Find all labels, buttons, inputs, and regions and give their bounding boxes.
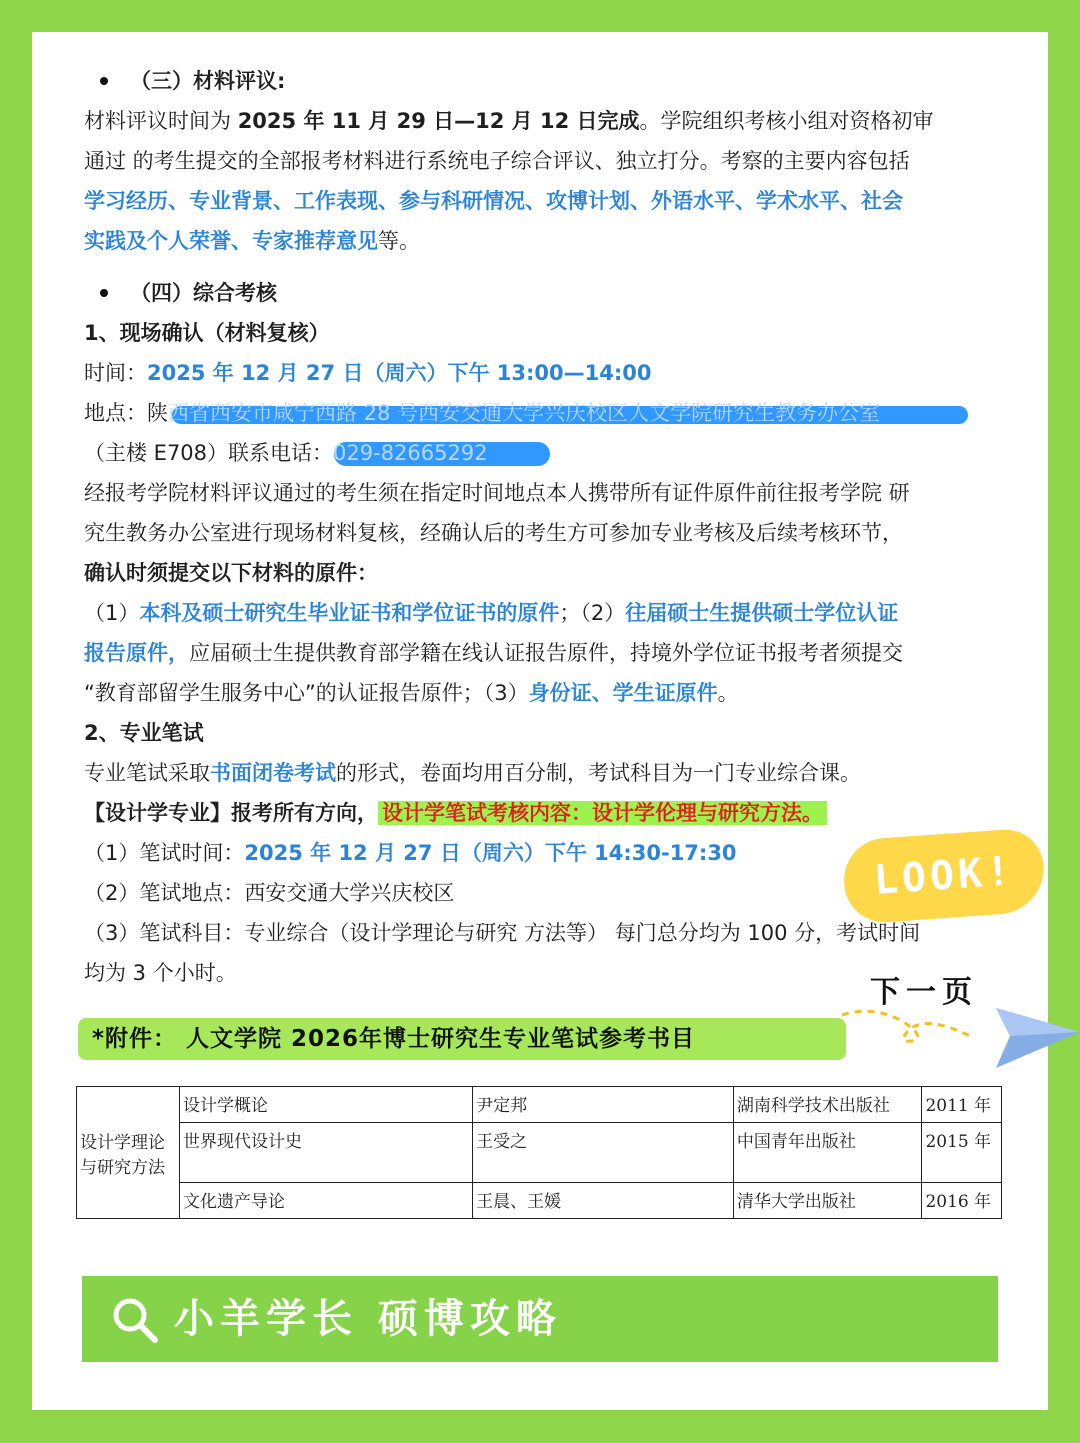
- table-cell-publisher: 湖南科学技术出版社: [733, 1087, 922, 1123]
- footer-banner: [82, 1276, 998, 1362]
- table-category-cell: 设计学理论与研究方法: [77, 1087, 180, 1219]
- exam-subject-line: （3）笔试科目：专业综合（设计学理论与研究 方法等） 每门总分均为 100 分，考试时间: [84, 921, 921, 945]
- footer-title: 小羊学长 硕博攻略: [174, 1296, 562, 1342]
- highlight-marker: 设计学笔试考核内容：设计学伦理与研究方法。: [378, 801, 827, 825]
- paragraph-line: 实践及个人荣誉、专家推荐意见等。: [84, 229, 420, 253]
- paper-plane-icon[interactable]: [994, 1002, 1080, 1074]
- table-body: [77, 1087, 1002, 1219]
- time-line: 时间：2025 年 12 月 27 日（周六）下午 13:00—14:00: [84, 361, 652, 385]
- next-page-label[interactable]: 下一页: [870, 975, 978, 1010]
- paragraph-line: 究生教务办公室进行现场材料复核，经确认后的考生方可参加专业考核及后续考核环节，: [84, 521, 903, 545]
- table-cell-year: 2015 年: [922, 1123, 1002, 1183]
- attachment-title-bar: *附件： 人文学院 2026年博士研究生专业笔试参考书目: [78, 1018, 846, 1060]
- materials-line: “教育部留学生服务中心”的认证报告原件；（3）身份证、学生证原件。: [84, 681, 739, 705]
- phone-line: （主楼 E708）联系电话：029-82665292: [84, 441, 488, 465]
- paragraph-line: 经报考学院材料评议通过的考生须在指定时间地点本人携带所有证件原件前往报考学院 研: [84, 481, 910, 505]
- confirm-heading: 确认时须提交以下材料的原件：: [84, 561, 378, 585]
- exam-place-line: （2）笔试地点：西安交通大学兴庆校区: [84, 881, 455, 905]
- table-row: [77, 1087, 1002, 1123]
- subheading-onsite: 1、现场确认（材料复核）: [84, 321, 330, 345]
- highlight-line: 学习经历、专业背景、工作表现、参与科研情况、攻博计划、外语水平、学术水平、社会: [84, 189, 903, 213]
- paragraph-line: 【设计学专业】报考所有方向， 设计学笔试考核内容：设计学伦理与研究方法。: [84, 798, 827, 828]
- reference-book-table: [76, 1086, 1002, 1219]
- table-cell-publisher: 中国青年出版社: [733, 1123, 922, 1183]
- materials-line: 报告原件，应届硕士生提供教育部学籍在线认证报告原件，持境外学位证书报考者须提交: [84, 641, 903, 665]
- materials-line: （1）本科及硕士研究生毕业证书和学位证书的原件；（2）往届硕士生提供硕士学位认证: [84, 601, 899, 625]
- table-row: [77, 1183, 1002, 1219]
- table-cell-title: 世界现代设计史: [179, 1123, 472, 1183]
- place-line: 地点：陕西省西安市咸宁西路 28 号西安交通大学兴庆校区人文学院研究生教务办公室: [84, 401, 881, 425]
- table-cell-title: 文化遗产导论: [179, 1183, 472, 1219]
- paragraph-line: 材料评议时间为 2025 年 11 月 29 日—12 月 12 日完成。学院组织考核小组对资格初审: [84, 109, 934, 133]
- search-icon: [110, 1295, 160, 1345]
- table-cell-author: 王晨、王媛: [473, 1183, 734, 1219]
- table-cell-year: 2011 年: [922, 1087, 1002, 1123]
- table-cell-author: 王受之: [473, 1123, 734, 1183]
- look-sticker: LOOK!: [841, 827, 1046, 925]
- curly-arrow-icon: [832, 1007, 982, 1047]
- paragraph-line: 通过 的考生提交的全部报考材料进行系统电子综合评议、独立打分。考察的主要内容包括: [84, 149, 910, 173]
- paragraph-line: 专业笔试采取书面闭卷考试的形式，卷面均用百分制，考试科目为一门专业综合课。: [84, 761, 861, 785]
- bullet: [100, 77, 108, 85]
- table-cell-title: 设计学概论: [179, 1087, 472, 1123]
- paragraph-line: 均为 3 个小时。: [84, 961, 237, 985]
- table-cell-publisher: 清华大学出版社: [733, 1183, 922, 1219]
- table-cell-author: 尹定邦: [473, 1087, 734, 1123]
- bullet: [100, 289, 108, 297]
- subheading-written-exam: 2、专业笔试: [84, 721, 204, 745]
- exam-time-line: （1）笔试时间：2025 年 12 月 27 日（周六）下午 14:30-17:30: [84, 841, 737, 865]
- table-cell-year: 2016 年: [922, 1183, 1002, 1219]
- section-3-heading: （三）材料评议:: [84, 66, 285, 96]
- table-row: [77, 1123, 1002, 1183]
- section-4-heading: （四）综合考核: [84, 278, 277, 308]
- document-page: [32, 32, 1048, 1410]
